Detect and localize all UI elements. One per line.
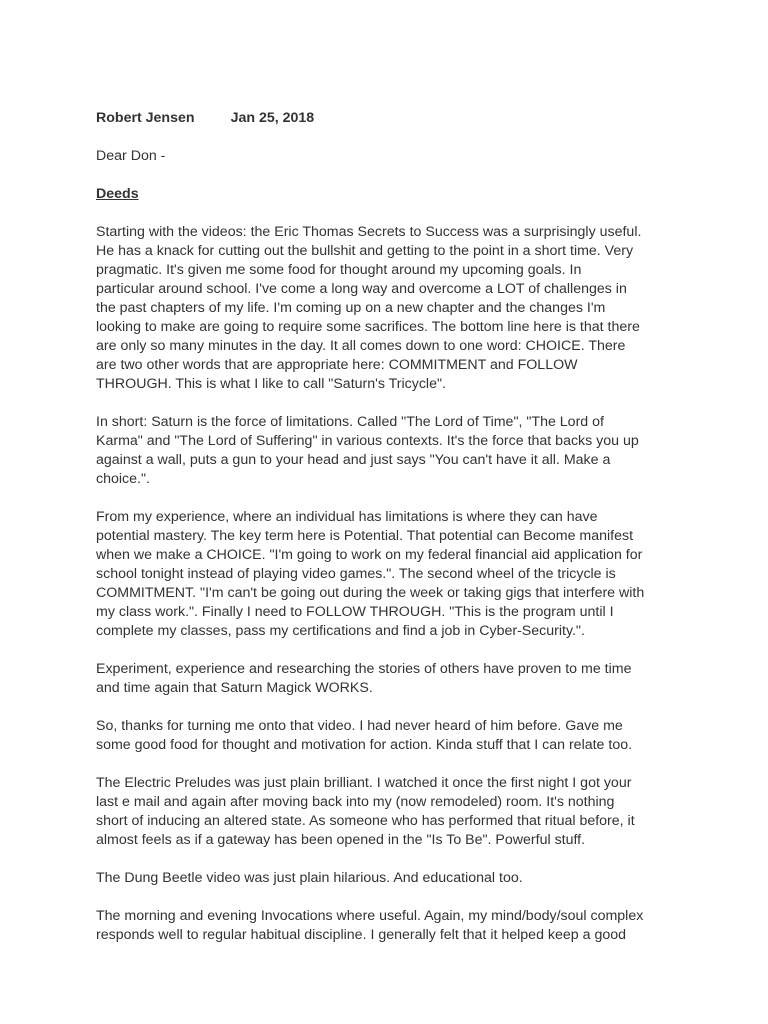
paragraph-line: Karma" and "The Lord of Suffering" in various contexts. It's the force that backs you up [96,433,639,449]
paragraph [96,223,676,394]
paragraph-line: looking to make are going to require some sacrifices. The bottom line here is that there [96,319,640,335]
paragraph [96,907,676,945]
paragraph-line: Experiment, experience and researching the stories of others have proven to me time [96,661,632,677]
paragraph [96,717,676,755]
paragraph-line: responds well to regular habitual discipline. I generally felt that it helped keep a good [96,927,627,943]
paragraph-line: my class work.". Finally I need to FOLLOW THROUGH. "This is the program until I [96,604,614,620]
paragraph-line: From my experience, where an individual has limitations is where they can have [96,509,598,525]
paragraph [96,413,676,489]
paragraph-line: pragmatic. It's given me some food for thought around my upcoming goals. In [96,262,582,278]
paragraph-line: some good food for thought and motivation for action. Kinda stuff that I can relate too. [96,737,633,753]
paragraph-line: complete my classes, pass my certifications and find a job in Cyber-Security.". [96,623,585,639]
author-name: Robert Jensen [96,110,195,126]
paragraph-line: almost feels as if a gateway has been opened in the "Is To Be". Powerful stuff. [96,832,586,848]
paragraph-line: He has a knack for cutting out the bullshit and getting to the point in a short time. Very [96,243,634,259]
salutation: Dear Don - [96,148,166,164]
paragraph-line: are two other words that are appropriate here: COMMITMENT and FOLLOW [96,357,578,373]
paragraph-line: and time again that Saturn Magick WORKS. [96,680,373,696]
paragraph-line: THROUGH. This is what I like to call "Saturn's Tricycle". [96,376,446,392]
paragraph [96,869,676,888]
section-heading: Deeds [96,186,139,202]
letter-header [96,109,676,128]
paragraph-line: are only so many minutes in the day. It all comes down to one word: CHOICE. There [96,338,626,354]
paragraph-line: choice.". [96,471,150,487]
paragraph-line: COMMITMENT. "I'm can't be going out during the week or taking gigs that interfere with [96,585,645,601]
paragraph-line: The morning and evening Invocations where useful. Again, my mind/body/soul complex [96,908,644,924]
letter-date: Jan 25, 2018 [230,110,315,126]
paragraph-line: school tonight instead of playing video games.". The second wheel of the tricycle is [96,566,616,582]
paragraph [96,660,676,698]
paragraph-line: last e mail and again after moving back into my (now remodeled) room. It's nothing [96,794,615,810]
paragraph [96,508,676,641]
letter-page [96,109,676,964]
paragraph-line: the past chapters of my life. I'm coming up on a new chapter and the changes I'm [96,300,606,316]
paragraph-line: against a wall, puts a gun to your head and just says "You can't have it all. Make a [96,452,611,468]
paragraph-line: The Electric Preludes was just plain brilliant. I watched it once the first night I got your [96,775,632,791]
paragraph-line: when we make a CHOICE. "I'm going to work on my federal financial aid application for [96,547,643,563]
letter-body [96,223,676,945]
paragraph-line: The Dung Beetle video was just plain hilarious. And educational too. [96,870,523,886]
paragraph-line: So, thanks for turning me onto that video. I had never heard of him before. Gave me [96,718,623,734]
paragraph-line: In short: Saturn is the force of limitations. Called "The Lord of Time", "The Lord of [96,414,604,430]
paragraph-line: potential mastery. The key term here is Potential. That potential can Become manifest [96,528,634,544]
paragraph-line: particular around school. I've come a long way and overcome a LOT of challenges in [96,281,627,297]
paragraph-line: Starting with the videos: the Eric Thomas Secrets to Success was a surprisingly useful. [96,224,642,240]
paragraph-line: short of inducing an altered state. As someone who has performed that ritual before, it [96,813,635,829]
paragraph [96,774,676,850]
